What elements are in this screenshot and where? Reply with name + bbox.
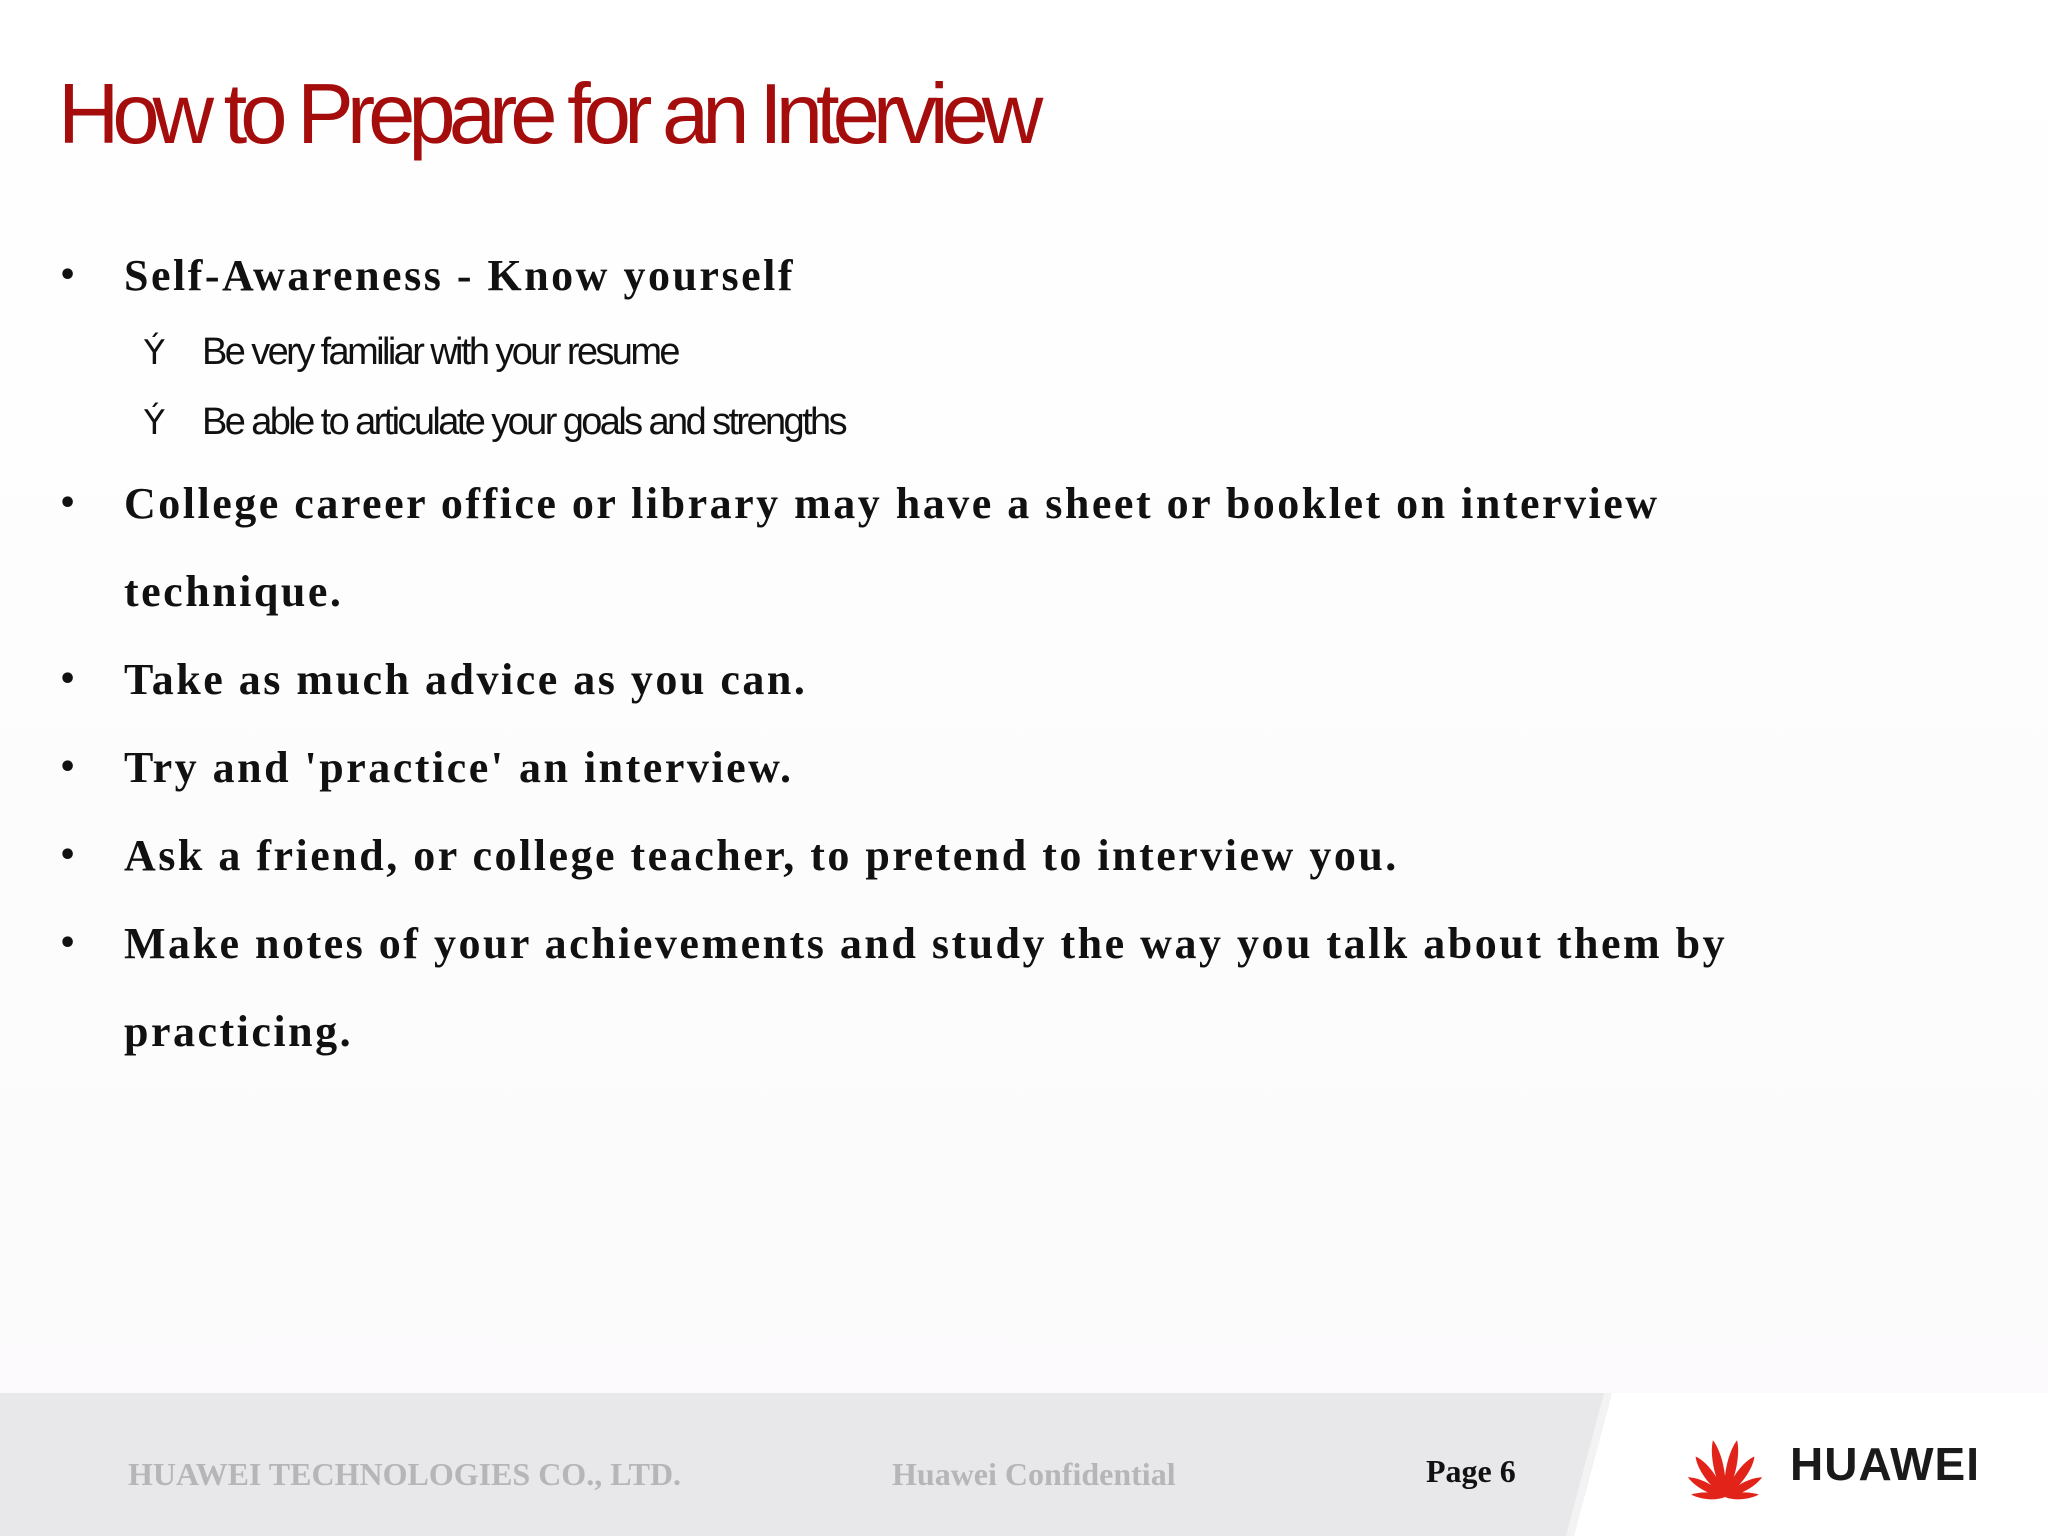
- bullet-item: [58, 636, 807, 724]
- brand-wordmark: HUAWEI: [1790, 1438, 1980, 1490]
- bullet-item: [58, 460, 1660, 636]
- huawei-logo: [1670, 1429, 1990, 1509]
- bullet-item: [58, 724, 793, 812]
- sub-bullet-item: [144, 327, 678, 378]
- bullet-dot-icon: •: [58, 662, 80, 697]
- bullet-item: [58, 812, 1399, 900]
- bullet-item: [58, 900, 1727, 1076]
- page-number: Page 6: [1426, 1453, 1516, 1489]
- bullet-dot-icon: •: [58, 838, 80, 873]
- bullet-text: Try and 'practice' an interview.: [124, 743, 794, 792]
- bullet-text-continuation: practicing.: [124, 1007, 354, 1056]
- bullet-dot-icon: •: [58, 258, 80, 293]
- huawei-flower-icon: [1670, 1429, 1780, 1509]
- sub-bullet-text: Be able to articulate your goals and strengths: [202, 401, 845, 443]
- sub-bullet-text: Be very familiar with your resume: [202, 331, 678, 373]
- bullet-dot-icon: •: [58, 486, 80, 521]
- sub-bullet-item: [144, 397, 845, 448]
- bullet-dot-icon: •: [58, 926, 80, 961]
- bullet-text: Make notes of your achievements and study the way you talk about them by: [124, 919, 1728, 968]
- bullet-dot-icon: •: [58, 750, 80, 785]
- confidential-label: Huawei Confidential: [892, 1456, 1176, 1492]
- sub-bullet-arrow-icon: Ý: [144, 333, 165, 373]
- slide-title: How to Prepare for an Interview: [58, 67, 1037, 162]
- bullet-text: Take as much advice as you can.: [124, 655, 808, 704]
- bullet-text: Ask a friend, or college teacher, to pretend to interview you.: [124, 831, 1399, 880]
- bullet-text: Self-Awareness - Know yourself: [124, 251, 795, 300]
- bullet-item: [58, 232, 795, 320]
- bullet-text-continuation: technique.: [124, 567, 344, 616]
- slide-footer: [0, 1393, 2048, 1536]
- company-name: HUAWEI TECHNOLOGIES CO., LTD.: [128, 1456, 682, 1492]
- bullet-text: College career office or library may have a sheet or booklet on interview: [124, 479, 1660, 528]
- sub-bullet-arrow-icon: Ý: [144, 403, 165, 443]
